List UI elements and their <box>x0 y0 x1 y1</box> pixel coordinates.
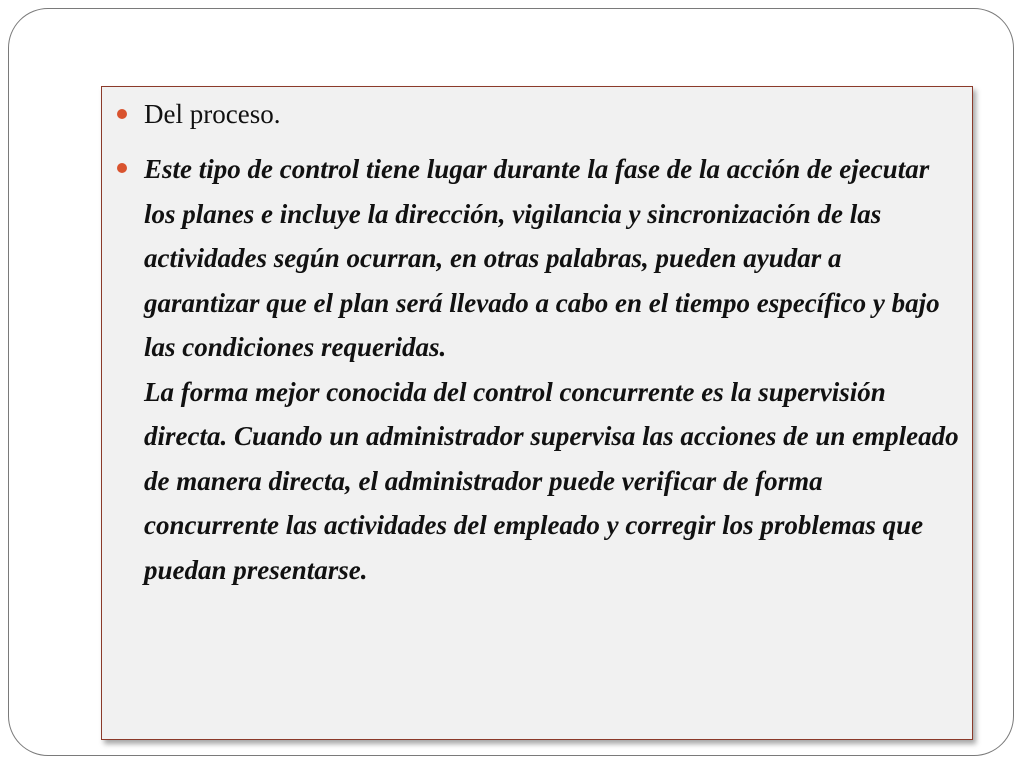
bullet-list <box>114 97 960 592</box>
content-box <box>101 86 973 740</box>
slide-frame <box>8 8 1014 756</box>
paragraph-control-definition: Este tipo de control tiene lugar durante la fase de la acción de ejecutar los planes e incluye la dirección, vigilancia y sincronización de las actividades según ocurran, en otras palabras, pueden ayudar a garantizar que el plan será llevado a cabo en el tiempo específico y bajo las condiciones requeridas. <box>144 154 940 362</box>
bullet-item-process <box>114 97 960 131</box>
paragraph-direct-supervision: La forma mejor conocida del control concurrente es la supervisión directa. Cuando un administrador supervisa las acciones de un empleado de manera directa, el administrador puede verificar de forma concurrente las actividades del empleado y corregir los problemas que puedan presentarse. <box>144 376 959 585</box>
bullet-item-description <box>114 147 960 592</box>
bullet-dot-icon <box>117 163 127 173</box>
bullet-text: Del proceso. <box>144 99 281 129</box>
bullet-dot-icon <box>117 109 127 119</box>
